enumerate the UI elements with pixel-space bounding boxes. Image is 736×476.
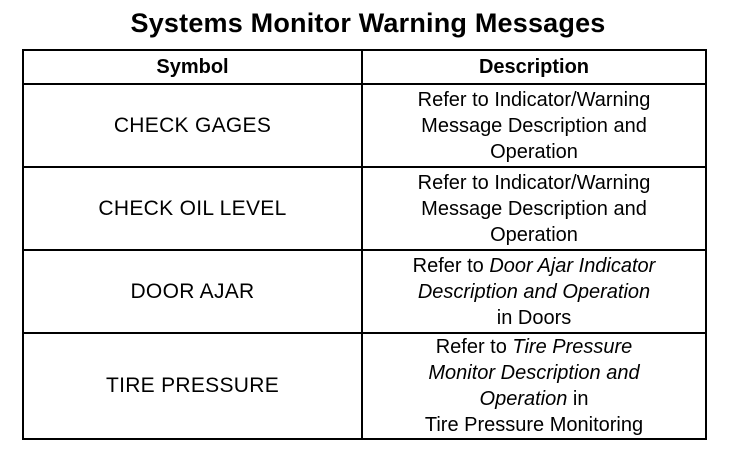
- description-line: [363, 253, 705, 279]
- description-reference: Operation: [479, 388, 568, 410]
- symbol-cell: CHECK OIL LEVEL: [23, 167, 362, 250]
- description-line: Operation: [490, 223, 578, 246]
- description-line: [363, 386, 705, 412]
- page-title: Systems Monitor Warning Messages: [130, 8, 606, 38]
- symbol-cell: TIRE PRESSURE: [23, 333, 362, 439]
- warning-messages-table: [22, 49, 707, 440]
- description-reference: Monitor Description and: [428, 362, 640, 384]
- column-header-symbol: Symbol: [23, 50, 362, 84]
- symbol-cell: DOOR AJAR: [23, 250, 362, 333]
- description-cell: [362, 250, 706, 333]
- table-row: [23, 250, 706, 333]
- description-reference: Door Ajar Indicator: [489, 254, 656, 277]
- description-text: Refer to: [412, 254, 490, 277]
- symbol-cell: CHECK GAGES: [23, 84, 362, 167]
- description-line: Refer to Indicator/Warning: [417, 88, 651, 111]
- description-reference: Tire Pressure: [512, 336, 633, 358]
- table-row: [23, 167, 706, 250]
- description-cell: [362, 84, 706, 167]
- description-cell: [362, 167, 706, 250]
- description-line: Tire Pressure Monitoring: [424, 414, 644, 436]
- description-line: Message Description and: [421, 197, 647, 220]
- description-line: Refer to Indicator/Warning: [417, 171, 651, 194]
- table-row: [23, 333, 706, 439]
- description-text: in: [567, 388, 589, 410]
- description-line: Operation: [490, 140, 578, 163]
- description-line: [363, 334, 705, 360]
- table-header-row: [23, 50, 706, 84]
- column-header-description: Description: [362, 50, 706, 84]
- description-cell: [362, 333, 706, 439]
- description-text: Refer to: [435, 336, 513, 358]
- description-line: Message Description and: [421, 114, 647, 137]
- description-reference: Description and Operation: [417, 280, 651, 303]
- table-row: [23, 84, 706, 167]
- description-line: in Doors: [496, 306, 572, 329]
